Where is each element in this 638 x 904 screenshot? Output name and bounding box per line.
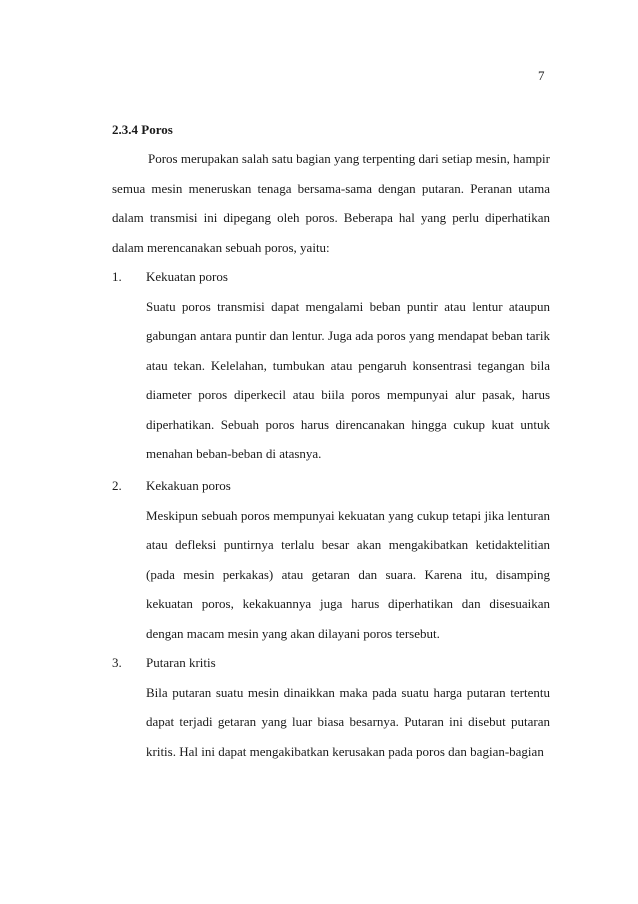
list-item-number: 3. — [112, 655, 122, 670]
list-item — [112, 262, 550, 469]
section-heading: 2.3.4 Poros — [112, 122, 173, 137]
list-item-title: Putaran kritis — [146, 655, 216, 670]
list-item — [112, 648, 550, 766]
list-item-number: 2. — [112, 478, 122, 493]
list-item-title: Kekuatan poros — [146, 269, 228, 284]
intro-paragraph: Poros merupakan salah satu bagian yang terpenting dari setiap mesin, hampir semua mesin meneruskan tenaga bersama-sama dengan putaran. Peranan utama dalam transmisi ini dipegang oleh poros. Beberapa hal yang perlu diperhatikan dalam merencanakan sebuah poros, yaitu: — [112, 151, 550, 255]
page-number: 7 — [538, 68, 545, 83]
list-item-body: Suatu poros transmisi dapat mengalami beban puntir atau lentur ataupun gabungan antara puntir dan lentur. Juga ada poros yang mendapat beban tarik atau tekan. Kelelahan, tumbukan atau pengaruh konsentrasi tegangan bila diameter poros diperkecil atau biila poros mempunyai alur pasak, harus diperhatikan. Sebuah poros harus direncanakan hingga cukup kuat untuk menahan beban-beban di atasnya. — [146, 298, 550, 461]
list-item-number: 1. — [112, 269, 122, 284]
list-item-body: Meskipun sebuah poros mempunyai kekuatan yang cukup tetapi jika lenturan atau defleksi puntirnya terlalu besar akan mengakibatkan ketidaktelitian (pada mesin perkakas) atau getaran dan suara. Karena itu, disamping kekuatan poros, kekakuannya juga harus diperhatikan dan disesuaikan dengan macam mesin yang akan dilayani poros tersebut. — [146, 507, 550, 641]
list-item — [112, 471, 550, 648]
list-item-title: Kekakuan poros — [146, 478, 231, 493]
list-item-body: Bila putaran suatu mesin dinaikkan maka pada suatu harga putaran tertentu dapat terjadi getaran yang luar biasa besarnya. Putaran ini disebut putaran kritis. Hal ini dapat mengakibatkan kerusakan pada poros dan bagian-bagian — [146, 684, 550, 759]
